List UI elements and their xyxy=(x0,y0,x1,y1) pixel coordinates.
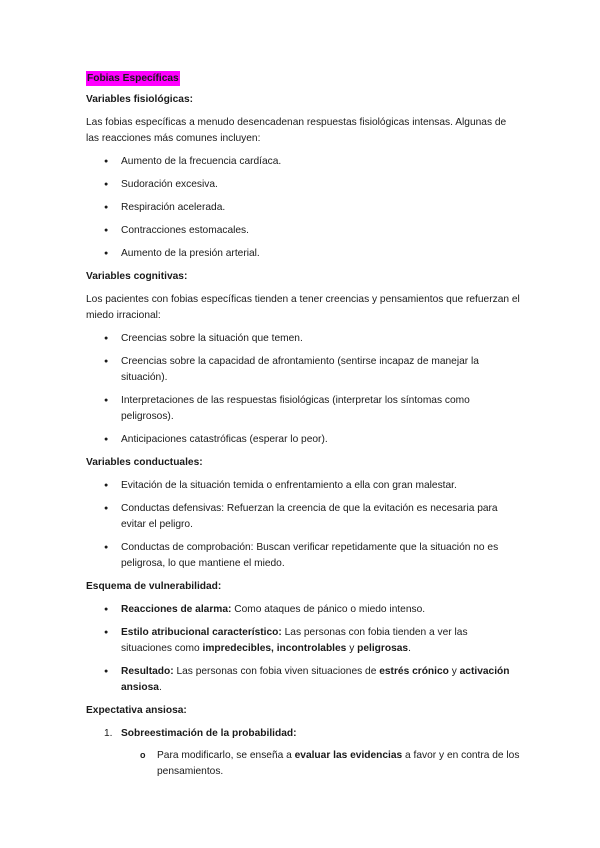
item-label: Reacciones de alarma: xyxy=(121,604,232,615)
item-text: Para modificarlo, se enseña a xyxy=(157,750,295,761)
list-fisiologicas xyxy=(86,154,520,262)
item-text: a favor y en contra de los pensamientos. xyxy=(157,750,520,777)
heading-cognitivas: Variables cognitivas: xyxy=(86,271,188,282)
list-item: ● Aumento de la presión arterial. xyxy=(86,246,520,262)
heading-vulnerabilidad: Esquema de vulnerabilidad: xyxy=(86,581,222,592)
list-conductuales xyxy=(86,478,520,572)
item-emphasis: peligrosas xyxy=(357,643,409,654)
list-vulnerabilidad xyxy=(86,602,520,696)
sub-list xyxy=(121,748,520,780)
item-text: Como ataques de pánico o miedo intenso. xyxy=(231,604,426,615)
item-label: Estilo atribucional característico: xyxy=(121,627,282,638)
item-emphasis: estrés crónico xyxy=(379,666,449,677)
item-label: Sobreestimación de la probabilidad: xyxy=(121,728,297,739)
list-item: ● Respiración acelerada. xyxy=(86,200,520,216)
list-item xyxy=(86,602,520,618)
list-item: ● Contracciones estomacales. xyxy=(86,223,520,239)
item-emphasis: impredecibles, incontrolables xyxy=(202,643,347,654)
item-text: . xyxy=(408,643,411,654)
item-text: y xyxy=(346,643,358,654)
item-text: . xyxy=(158,682,162,693)
list-item: ● Evitación de la situación temida o enfrentamiento a ella con gran malestar. xyxy=(86,478,520,494)
intro-cognitivas: Los pacientes con fobias específicas tienden a tener creencias y pensamientos que refuerzan el miedo irracional: xyxy=(86,294,520,321)
list-item xyxy=(86,664,520,696)
list-item: ● Interpretaciones de las respuestas fisiológicas (interpretar los síntomas como peligrosos). xyxy=(86,393,520,425)
list-cognitivas xyxy=(86,331,520,448)
sub-list-item xyxy=(121,748,520,780)
list-item: ● Conductas defensivas: Refuerzan la creencia de que la evitación es necesaria para evitar el peligro. xyxy=(86,501,520,533)
title-line xyxy=(86,71,520,92)
item-text: Las personas con fobia viven situaciones de xyxy=(173,666,380,677)
list-item: ● Creencias sobre la situación que temen. xyxy=(86,331,520,347)
item-text: Las personas con fobia tienden a ver las situaciones como xyxy=(121,627,468,654)
item-emphasis: evaluar las evidencias xyxy=(294,750,403,761)
item-text: y xyxy=(448,666,460,677)
list-item: ● Creencias sobre la capacidad de afrontamiento (sentirse incapaz de manejar la situación). xyxy=(86,354,520,386)
list-item: ● Conductas de comprobación: Buscan verificar repetidamente que la situación no es peligrosa, lo que mantiene el miedo. xyxy=(86,540,520,572)
heading-fisiologicas: Variables fisiológicas: xyxy=(86,94,194,105)
heading-conductuales: Variables conductuales: xyxy=(86,457,203,468)
heading-expectativa: Expectativa ansiosa: xyxy=(86,705,187,716)
list-item: ● Anticipaciones catastróficas (esperar lo peor). xyxy=(86,432,520,448)
item-emphasis: activación ansiosa xyxy=(121,666,510,693)
list-item: ● Sudoración excesiva. xyxy=(86,177,520,193)
item-number: 1. xyxy=(104,728,113,739)
intro-fisiologicas: Las fobias específicas a menudo desencadenan respuestas fisiológicas intensas. Algunas de las reacciones más comunes incluyen: xyxy=(86,117,507,144)
list-item xyxy=(86,726,520,780)
document-title: Fobias Específicas xyxy=(87,73,179,84)
item-label: Resultado: xyxy=(121,666,174,677)
list-item: ● Aumento de la frecuencia cardíaca. xyxy=(86,154,520,170)
list-item xyxy=(86,625,520,657)
list-expectativa xyxy=(86,726,520,780)
